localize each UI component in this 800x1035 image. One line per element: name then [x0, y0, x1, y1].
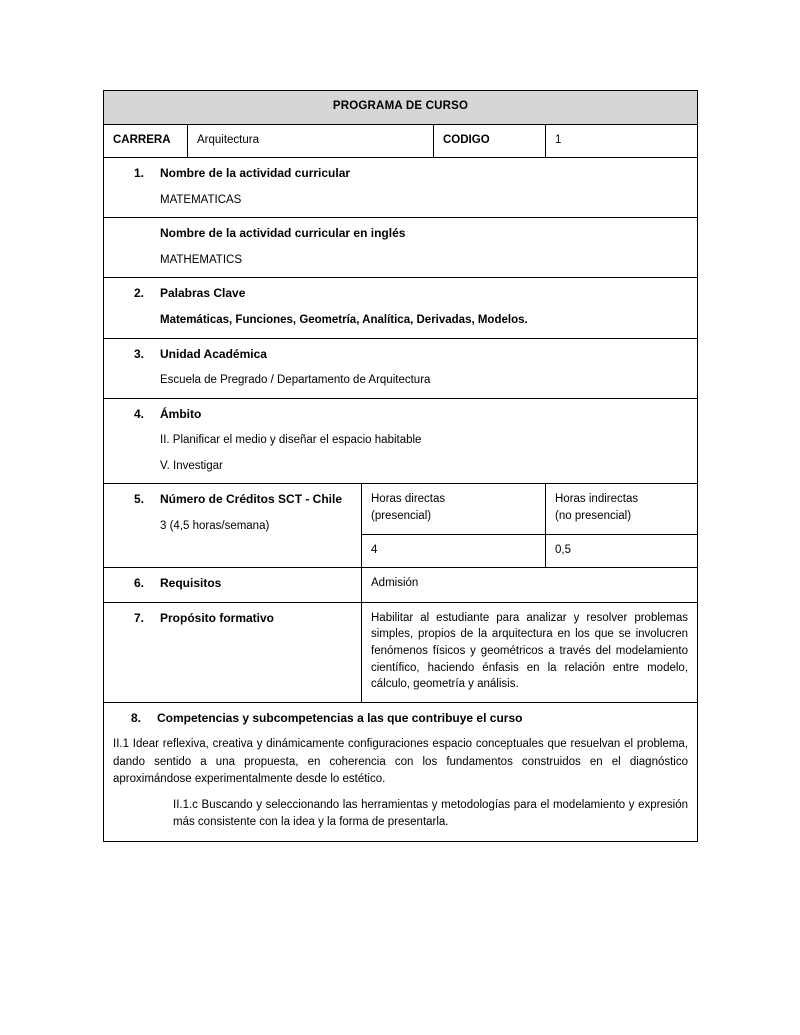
section-number: 6.: [134, 576, 145, 591]
section-activity-name: [104, 158, 698, 218]
indirect-hours-header-line2: (no presencial): [555, 510, 632, 522]
direct-hours-header-line2: (presencial): [371, 510, 432, 522]
table-row-title: [104, 91, 698, 125]
section-body-line-1: II. Planificar el medio y diseñar el espacio habitable: [160, 433, 422, 446]
indirect-hours-header-line1: Horas indirectas: [555, 493, 639, 506]
section-number: 5.: [134, 492, 145, 507]
section-title: Requisitos: [160, 576, 222, 591]
section-title: Nombre de la actividad curricular: [160, 166, 351, 181]
table-row-section-7: [104, 602, 698, 702]
table-row-section-3: [104, 338, 698, 398]
section-number: 2.: [134, 286, 145, 301]
table-row-section-8: [104, 703, 698, 842]
section-title: Propósito formativo: [160, 610, 275, 625]
section-body: Escuela de Pregrado / Departamento de Arquitectura: [160, 373, 431, 386]
direct-hours-header-line1: Horas directas: [371, 493, 446, 506]
career-value: Arquitectura: [188, 124, 434, 158]
section-activity-name-english: [104, 218, 698, 278]
section-number: 4.: [134, 406, 145, 421]
table-row-section-4: [104, 398, 698, 484]
table-row-credits-header: [104, 484, 698, 534]
table-row-section-6: [104, 568, 698, 602]
section-body: MATHEMATICS: [160, 253, 242, 266]
section-body: MATEMATICAS: [160, 193, 242, 206]
credits-value: 3 (4,5 horas/semana): [160, 519, 270, 532]
section-number: 3.: [134, 346, 145, 361]
section-competencies: [104, 703, 698, 842]
section-body: Matemáticas, Funciones, Geometría, Analítica, Derivadas, Modelos.: [160, 313, 528, 326]
competencies-paragraph: II.1 Idear reflexiva, creativa y dinámicamente configuraciones espacio conceptuales que resuelvan el problema, dando sentido a una propuesta, en coherencia con los fundamentos construidos en el diagnóstico aproximándose experimentalmente desde lo estético.: [113, 738, 689, 785]
section-credits: [104, 484, 362, 568]
section-number: 1.: [134, 166, 145, 181]
purpose-value: Habilitar al estudiante para analizar y resolver problemas simples, propios de la arquitectura en los que se involucren fenómenos físicos y geométricos a través del modelamiento científico, haciendo énfasis en la relación entre modelo, cálculo, geometría y análisis.: [362, 602, 698, 702]
section-title: Palabras Clave: [160, 286, 246, 301]
code-value: 1: [546, 124, 698, 158]
table-row-section-1: [104, 158, 698, 218]
direct-hours-value: 4: [362, 534, 546, 568]
section-requirements: [104, 568, 362, 602]
section-title: Nombre de la actividad curricular en inglés: [160, 226, 406, 241]
indirect-hours-value: 0,5: [546, 534, 698, 568]
career-label: CARRERA: [104, 124, 188, 158]
indirect-hours-header: [546, 484, 698, 534]
requirements-value: Admisión: [362, 568, 698, 602]
section-number: 7.: [134, 610, 145, 625]
table-row-section-2: [104, 278, 698, 338]
section-title: Ámbito: [160, 406, 202, 421]
section-title: Número de Créditos SCT - Chile: [160, 492, 343, 507]
section-body-line-2: V. Investigar: [160, 459, 223, 472]
section-number: 8.: [131, 711, 142, 726]
table-row-career: [104, 124, 698, 158]
code-label: CODIGO: [434, 124, 546, 158]
direct-hours-header: [362, 484, 546, 534]
section-keywords: [104, 278, 698, 338]
page-title: PROGRAMA DE CURSO: [104, 91, 698, 125]
section-title: Competencias y subcompetencias a las que contribuye el curso: [157, 711, 523, 726]
table-row-section-1en: [104, 218, 698, 278]
section-title: Unidad Académica: [160, 346, 267, 361]
section-scope: [104, 398, 698, 484]
course-program-table: [103, 90, 698, 842]
section-academic-unit: [104, 338, 698, 398]
competencies-subitem: II.1.c Buscando y seleccionando las herramientas y metodologías para el modelamiento y expresión más consistente con la idea y la forma de presentarla.: [173, 799, 689, 829]
section-purpose: [104, 602, 362, 702]
